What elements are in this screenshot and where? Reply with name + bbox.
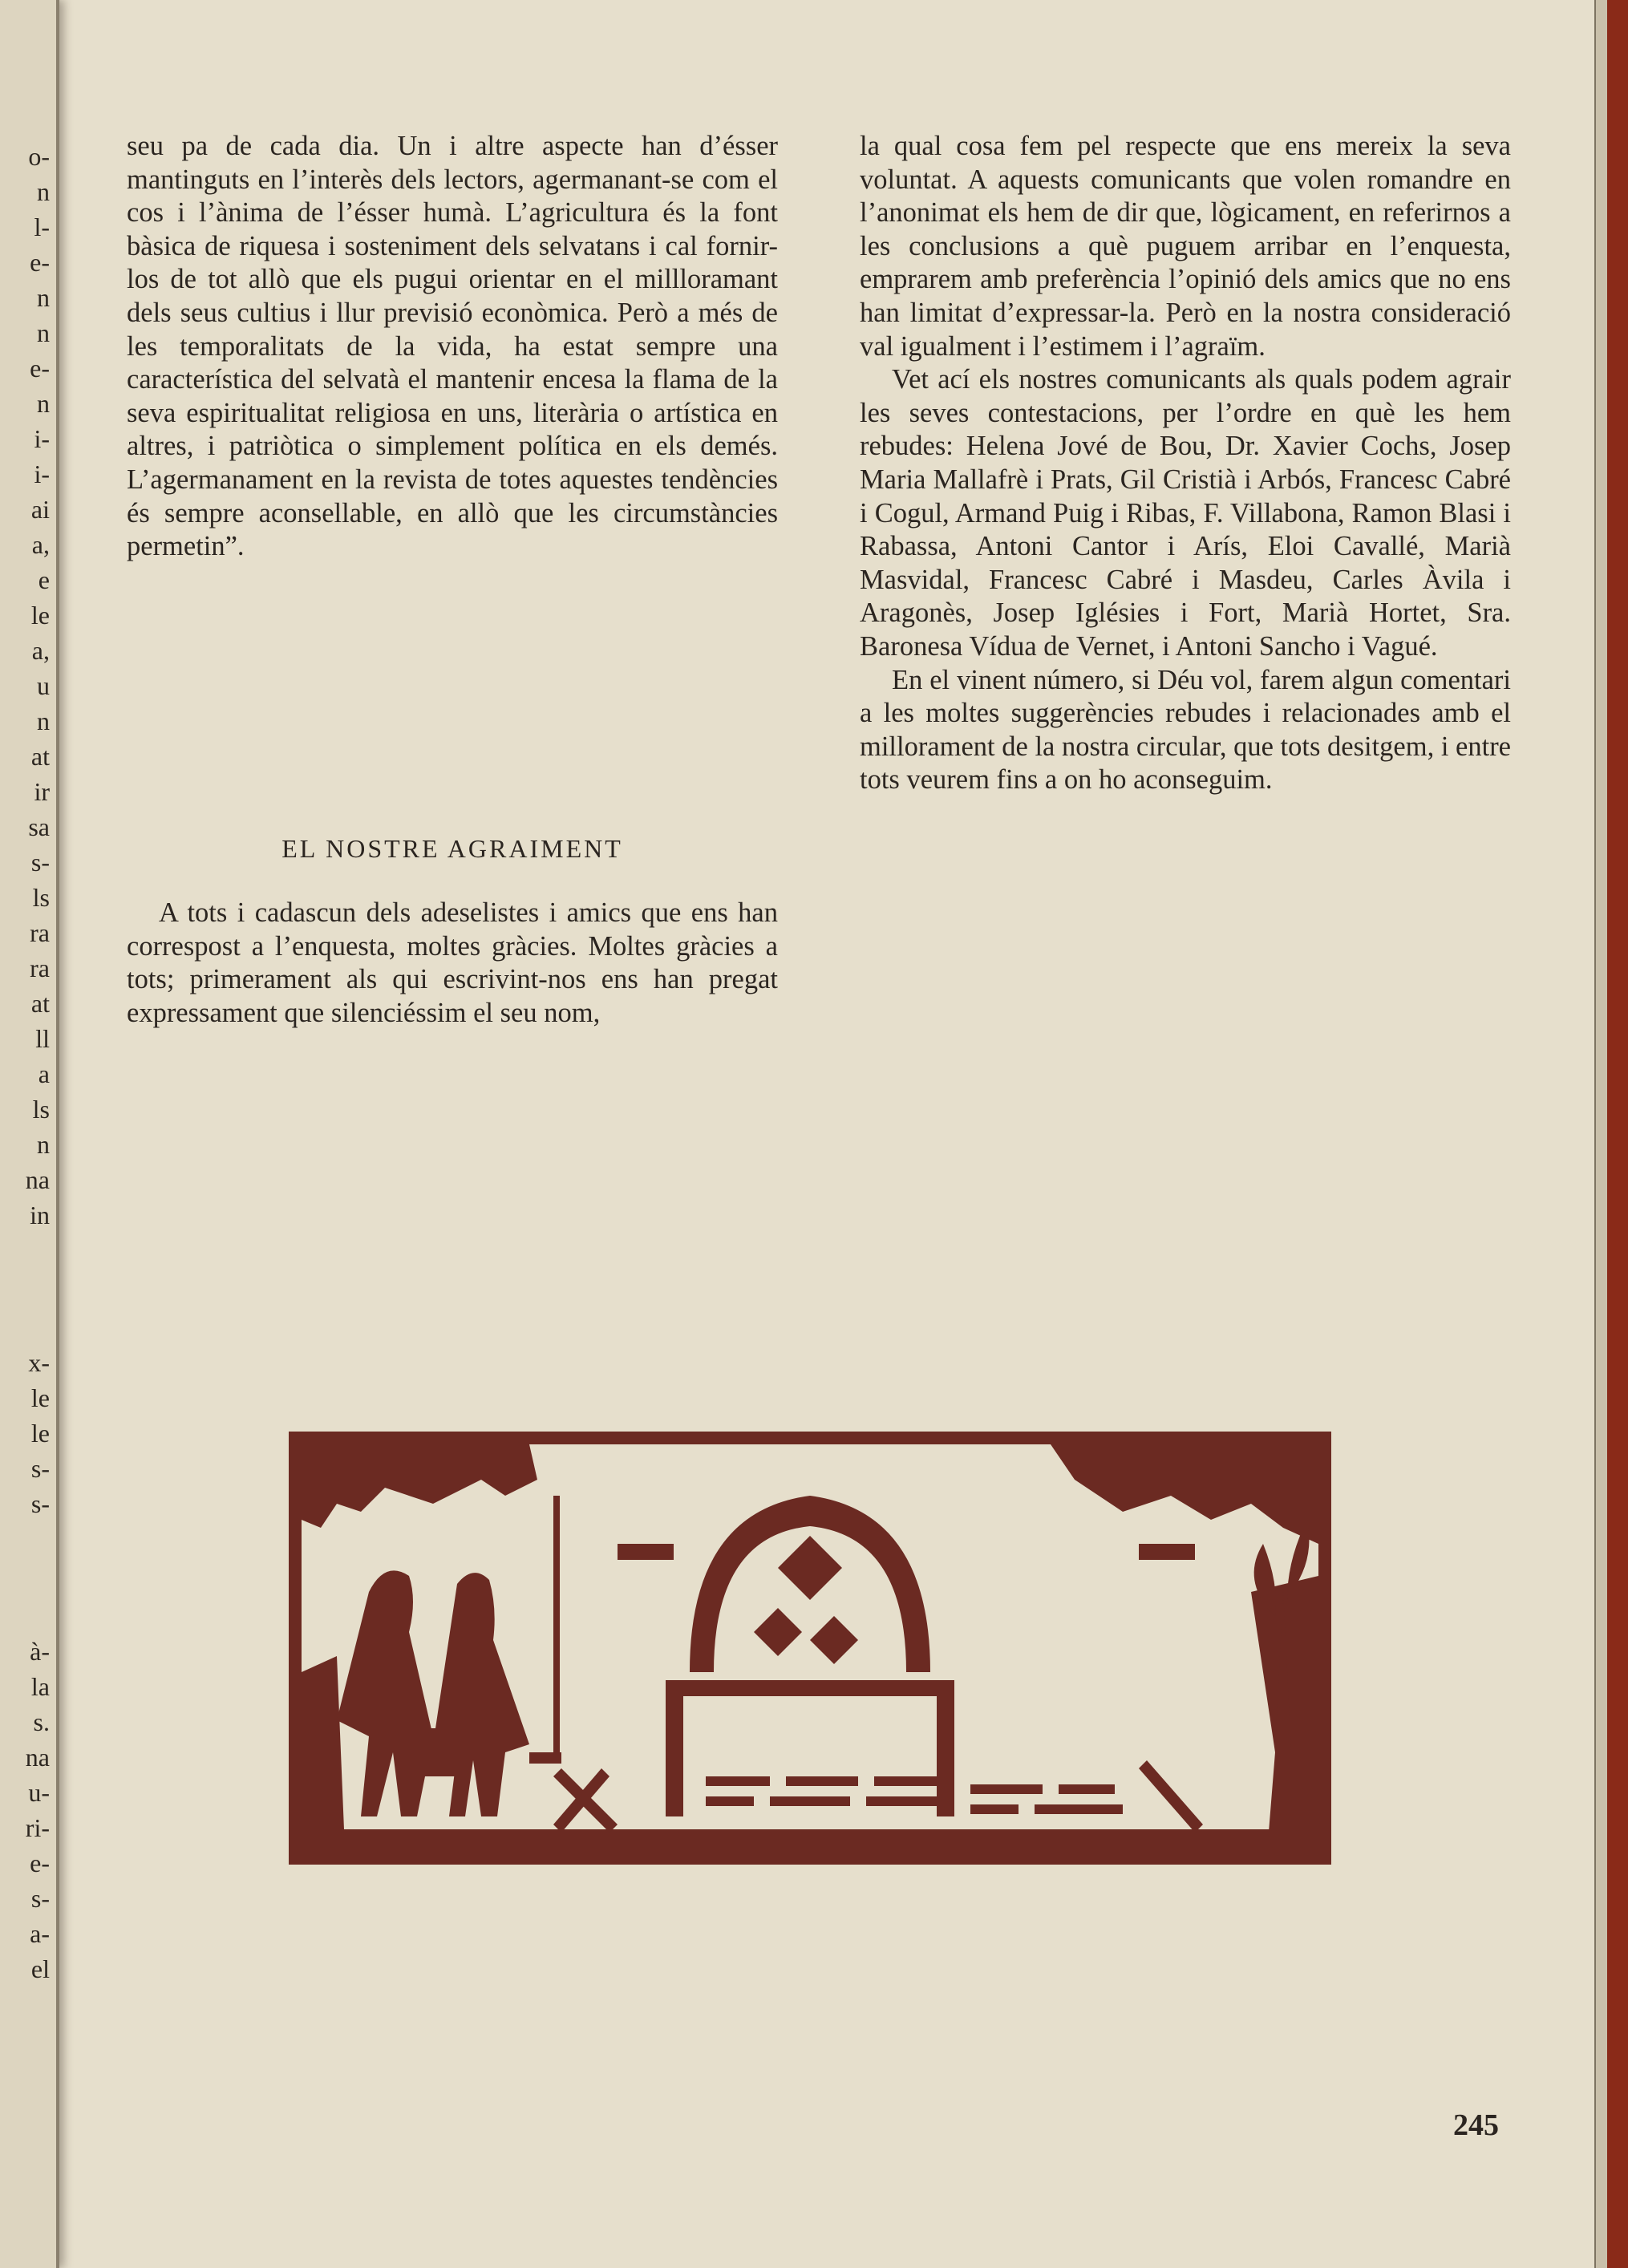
margin-fragment: le	[30, 1419, 50, 1448]
margin-fragment: le	[30, 1383, 50, 1412]
right-column	[860, 130, 1511, 797]
margin-fragment: n	[37, 283, 50, 312]
margin-fragment: u	[37, 671, 50, 700]
woodcut-illustration	[289, 1432, 1331, 1865]
margin-fragment: n	[37, 318, 50, 347]
margin-fragment: a-	[30, 1919, 50, 1948]
margin-fragment: e-	[30, 354, 50, 383]
margin-fragment: s-	[30, 1884, 50, 1913]
margin-fragment: n	[37, 707, 50, 735]
margin-fragment: ai	[30, 495, 50, 524]
margin-fragment: na	[25, 1743, 50, 1772]
margin-fragment: e-	[30, 1849, 50, 1877]
margin-fragment: ir	[34, 777, 50, 806]
margin-fragment: le	[30, 601, 50, 630]
margin-fragment: in	[30, 1201, 50, 1229]
margin-fragment: a,	[31, 636, 50, 665]
margin-fragment: n	[37, 177, 50, 206]
margin-fragment: ls	[32, 883, 50, 912]
margin-fragment: ra	[30, 918, 50, 947]
left-paragraph-1: seu pa de cada dia. Un i altre aspecte han d’ésser mantinguts en l’interès dels lectors, agermanant-se com el cos i l’ànima de l’ésser humà. L’agricultura és la font bàsica de riquesa i sosteniment dels selvatans i cal fornir-los de tot allò que els pugui orientar en el millloramant dels seus cultius i llur previsió econòmica. Però a més de les temporalitats de la vida, ha estat sempre una característica del selvatà el mantenir encesa la flama de la seva espiritualitat religiosa en uns, literària o artística en altres, i patriòtica o simplement política en els demés. L’agermanament en la revista de totes aquestes tendències és sempre aconsellable, en allò que les circumstàncies permetin”.	[127, 131, 778, 562]
margin-fragment: s.	[33, 1707, 50, 1736]
margin-fragment: s-	[30, 848, 50, 877]
margin-fragment: i-	[34, 460, 50, 488]
margin-fragment: x-	[28, 1348, 50, 1377]
right-paragraph-2: Vet ací els nostres comunicants als quals podem agrair les seves contestacions, per l’ordre en què les hem rebudes: Helena Jové de Bou, Dr. Xavier Cochs, Josep Maria Mallafrè i Prats, Gil Cristià i Arbós, Francesc Cabré i Cogul, Armand Puig i Ribas, F. Villabona, Ramon Blasi i Rabassa, Antoni Cantor i Arís, Eloi Cavallé, Marià Masvidal, Francesc Cabré i Masdeu, Carles Àvila i Aragonès, Josep Iglésies i Fort, Marià Hortet, Sra. Baronesa Vídua de Vernet, i Antoni Sancho i Vagué.	[860, 364, 1511, 662]
margin-fragment: l-	[34, 213, 50, 241]
margin-fragment: u-	[28, 1778, 50, 1807]
margin-fragment: at	[30, 989, 50, 1018]
margin-fragment: i-	[34, 424, 50, 453]
margin-fragment: la	[30, 1672, 50, 1701]
section-heading: EL NOSTRE AGRAIMENT	[281, 834, 623, 863]
margin-fragment: s-	[30, 1454, 50, 1483]
margin-fragment: s-	[30, 1489, 50, 1518]
margin-fragment: ls	[32, 1095, 50, 1124]
page-number: 245	[1453, 2108, 1499, 2142]
margin-fragment: à-	[30, 1637, 50, 1666]
previous-page-edge	[0, 0, 59, 2268]
margin-fragment: ll	[35, 1024, 50, 1053]
margin-fragment: a	[38, 1059, 50, 1088]
margin-fragment: e	[38, 565, 50, 594]
binding-edge	[1607, 0, 1628, 2268]
left-column	[127, 130, 778, 564]
page-fold-edge	[1594, 0, 1607, 2268]
right-paragraph-1: la qual cosa fem pel respecte que ens mereix la seva voluntat. A aquests comunicants que volen romandre en l’anonimat els hem de dir que, lògicament, en referirnos a les conclusions a què puguem arribar en l’enquesta, emprarem amb preferència l’opinió dels amics que no ens han limitat d’expressar-la. Però en la nostra consideració val igualment i l’estimem i l’agraïm.	[860, 131, 1511, 362]
margin-fragment: at	[30, 742, 50, 771]
margin-fragment: el	[30, 1954, 50, 1983]
margin-fragment: e-	[30, 248, 50, 277]
margin-fragment: o-	[28, 142, 50, 171]
left-paragraph-2: A tots i cadascun dels adeselistes i amics que ens han correspost a l’enquesta, moltes gràcies. Moltes gràcies a tots; primerament als qui escrivint-nos ens han pregat expressament que silenciéssim el seu nom,	[127, 897, 778, 1028]
margin-fragment: sa	[28, 812, 50, 841]
margin-fragment: n	[37, 389, 50, 418]
margin-fragment: ri-	[25, 1813, 50, 1842]
margin-fragment: n	[37, 1130, 50, 1159]
margin-fragment: na	[25, 1165, 50, 1194]
margin-fragment: a,	[31, 530, 50, 559]
right-paragraph-3: En el vinent número, si Déu vol, farem algun comentari a les moltes suggerències rebudes i relacionades amb el millorament de la nostra circular, que tots desitgem, i entre tots veurem fins a on ho aconseguim.	[860, 664, 1511, 796]
margin-fragment: ra	[30, 954, 50, 982]
